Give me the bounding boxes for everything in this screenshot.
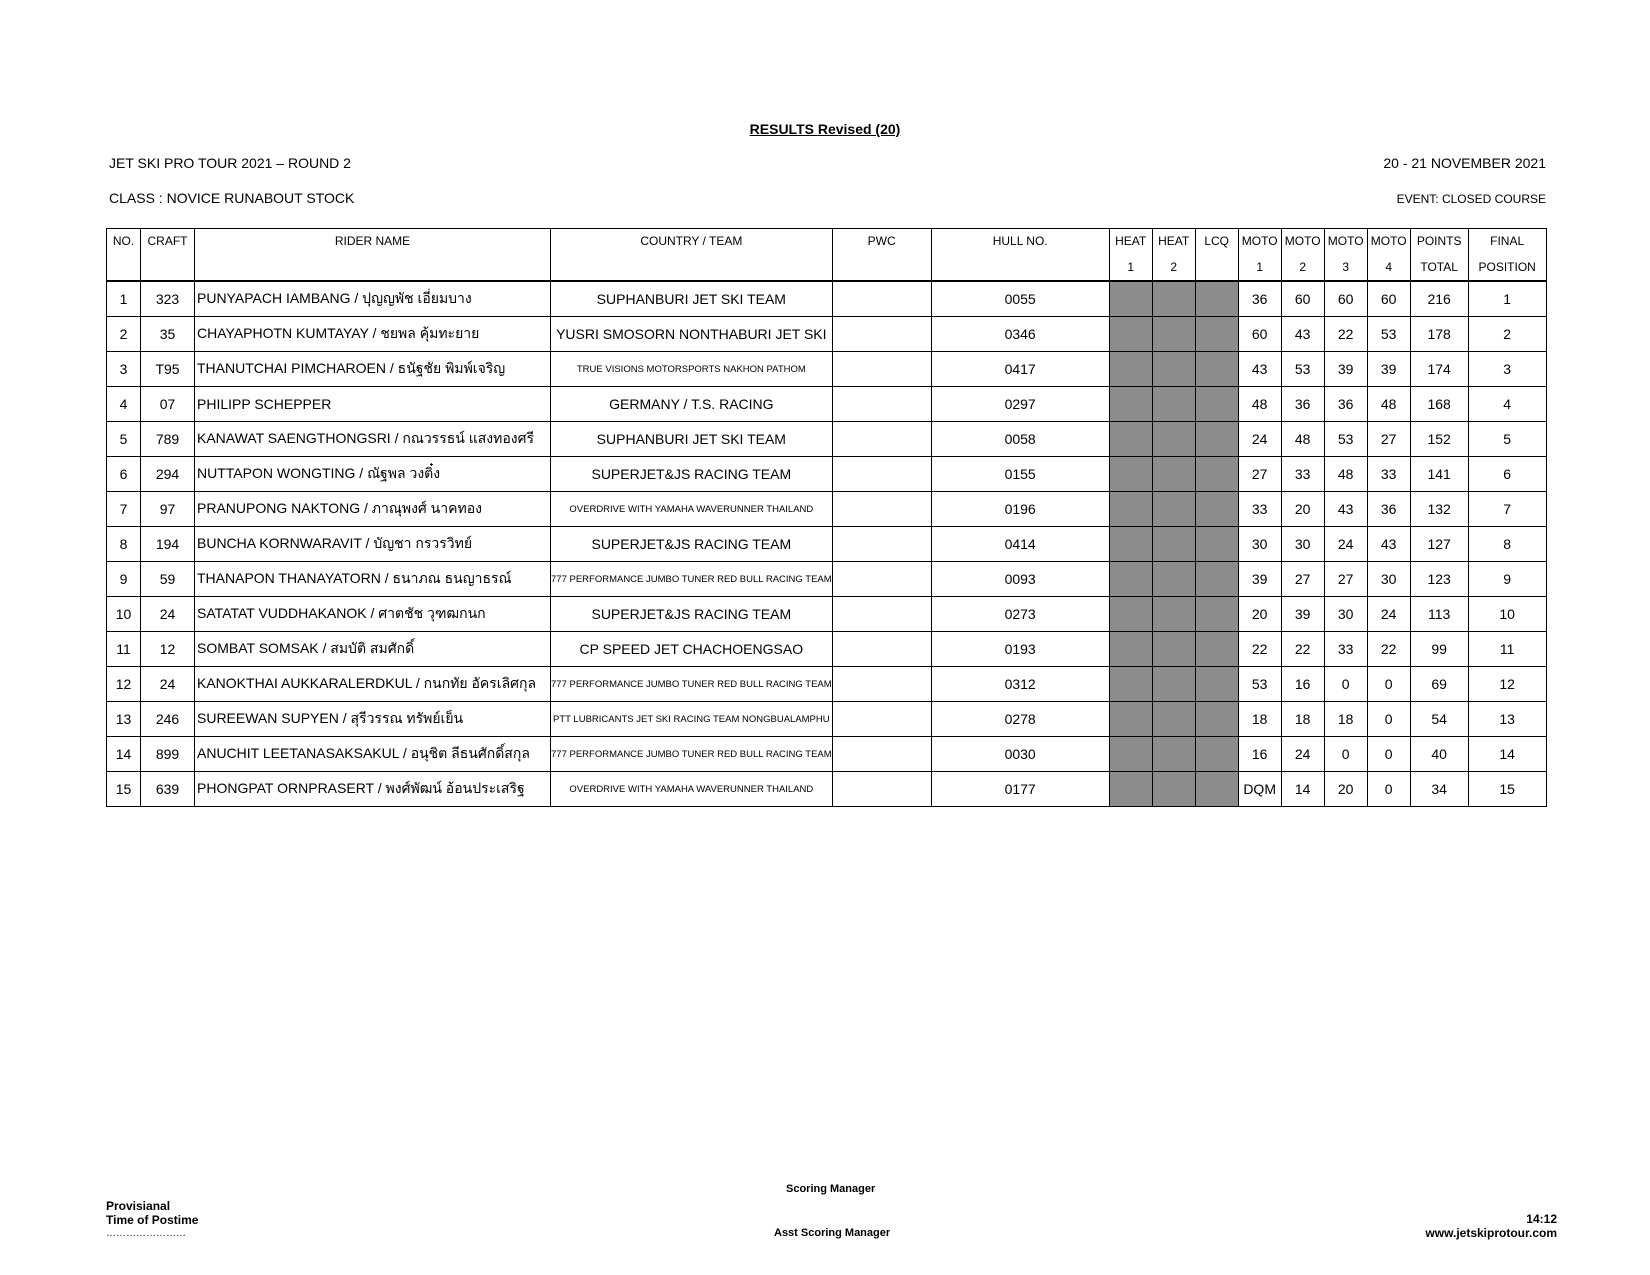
cell-final-position: 7 (1468, 492, 1546, 527)
cell-rider: KANAWAT SAENGTHONGSRI / กณวรรธน์ แสงทองศรี (195, 422, 551, 457)
cell-team: OVERDRIVE WITH YAMAHA WAVERUNNER THAILAND (551, 772, 833, 807)
website-link: www.jetskiprotour.com (1425, 1226, 1557, 1240)
cell-moto1: 20 (1238, 597, 1281, 632)
cell-heat2 (1152, 492, 1195, 527)
cell-moto1: 30 (1238, 527, 1281, 562)
cell-moto1: 39 (1238, 562, 1281, 597)
scoring-manager-label: Scoring Manager (786, 1183, 876, 1195)
cell-hull: 0414 (931, 527, 1109, 562)
cell-heat1 (1109, 597, 1152, 632)
cell-heat1 (1109, 492, 1152, 527)
cell-no: 7 (107, 492, 141, 527)
cell-points-total: 132 (1410, 492, 1468, 527)
table-row (107, 772, 1547, 807)
cell-rider: KANOKTHAI AUKKARALERDKUL / กนกทัย อัครเลิศกุล (195, 667, 551, 702)
cell-heat1 (1109, 422, 1152, 457)
cell-craft: 97 (141, 492, 195, 527)
cell-heat1 (1109, 632, 1152, 667)
cell-moto2: 27 (1281, 562, 1324, 597)
cell-moto3: 36 (1324, 387, 1367, 422)
cell-moto2: 20 (1281, 492, 1324, 527)
cell-final-position: 5 (1468, 422, 1546, 457)
cell-moto4: 48 (1367, 387, 1410, 422)
col-lcq: LCQ (1195, 229, 1238, 282)
page-title: RESULTS Revised (20) (749, 121, 901, 137)
cell-heat2 (1152, 317, 1195, 352)
cell-heat2 (1152, 352, 1195, 387)
cell-pwc (832, 772, 931, 807)
cell-pwc (832, 702, 931, 737)
cell-craft: 323 (141, 281, 195, 317)
cell-moto2: 43 (1281, 317, 1324, 352)
cell-moto4: 30 (1367, 562, 1410, 597)
cell-moto3: 60 (1324, 281, 1367, 317)
cell-lcq (1195, 387, 1238, 422)
cell-final-position: 6 (1468, 457, 1546, 492)
cell-no: 15 (107, 772, 141, 807)
cell-team: SUPERJET&JS RACING TEAM (551, 527, 833, 562)
cell-rider: ANUCHIT LEETANASAKSAKUL / อนุชิต ลีธนศักดิ์สกุล (195, 737, 551, 772)
col-final: FINAL (1468, 229, 1546, 255)
col-craft: CRAFT (141, 229, 195, 282)
cell-pwc (832, 667, 931, 702)
cell-heat2 (1152, 527, 1195, 562)
cell-team: OVERDRIVE WITH YAMAHA WAVERUNNER THAILAND (551, 492, 833, 527)
table-row (107, 317, 1547, 352)
cell-hull: 0155 (931, 457, 1109, 492)
cell-no: 6 (107, 457, 141, 492)
cell-heat2 (1152, 632, 1195, 667)
cell-rider: CHAYAPHOTN KUMTAYAY / ชยพล คุ้มทะยาย (195, 317, 551, 352)
cell-lcq (1195, 527, 1238, 562)
col-moto3: MOTO (1324, 229, 1367, 255)
cell-rider: SUREEWAN SUPYEN / สุรีวรรณ ทรัพย์เย็น (195, 702, 551, 737)
cell-craft: 24 (141, 667, 195, 702)
cell-points-total: 34 (1410, 772, 1468, 807)
cell-no: 5 (107, 422, 141, 457)
cell-rider: PHILIPP SCHEPPER (195, 387, 551, 422)
cell-rider: SATATAT VUDDHAKANOK / ศาตชัช วุฑฒกนก (195, 597, 551, 632)
cell-hull: 0273 (931, 597, 1109, 632)
cell-moto4: 22 (1367, 632, 1410, 667)
col-hull: HULL NO. (931, 229, 1109, 282)
cell-team: CP SPEED JET CHACHOENGSAO (551, 632, 833, 667)
cell-moto3: 27 (1324, 562, 1367, 597)
cell-lcq (1195, 667, 1238, 702)
col-moto3-num: 3 (1324, 254, 1367, 281)
cell-heat1 (1109, 457, 1152, 492)
results-body (107, 281, 1547, 807)
cell-moto4: 39 (1367, 352, 1410, 387)
cell-pwc (832, 317, 931, 352)
cell-moto2: 33 (1281, 457, 1324, 492)
col-no: NO. (107, 229, 141, 282)
cell-hull: 0297 (931, 387, 1109, 422)
cell-craft: T95 (141, 352, 195, 387)
cell-pwc (832, 492, 931, 527)
cell-lcq (1195, 562, 1238, 597)
cell-heat2 (1152, 562, 1195, 597)
cell-pwc (832, 597, 931, 632)
cell-no: 4 (107, 387, 141, 422)
cell-moto4: 53 (1367, 317, 1410, 352)
col-pwc: PWC (832, 229, 931, 282)
cell-craft: 789 (141, 422, 195, 457)
cell-moto4: 24 (1367, 597, 1410, 632)
footer-left (106, 1199, 198, 1241)
table-row (107, 667, 1547, 702)
cell-final-position: 10 (1468, 597, 1546, 632)
cell-points-total: 152 (1410, 422, 1468, 457)
cell-hull: 0177 (931, 772, 1109, 807)
cell-moto3: 39 (1324, 352, 1367, 387)
cell-heat2 (1152, 737, 1195, 772)
cell-moto4: 27 (1367, 422, 1410, 457)
cell-points-total: 174 (1410, 352, 1468, 387)
table-row (107, 597, 1547, 632)
cell-no: 2 (107, 317, 141, 352)
cell-rider: PRANUPONG NAKTONG / ภาณุพงศ์ นาคทอง (195, 492, 551, 527)
cell-craft: 07 (141, 387, 195, 422)
cell-moto4: 0 (1367, 737, 1410, 772)
cell-heat2 (1152, 702, 1195, 737)
footer-right (1425, 1212, 1557, 1240)
time-of-postime-label: Time of Postime (106, 1213, 199, 1227)
cell-final-position: 13 (1468, 702, 1546, 737)
cell-points-total: 168 (1410, 387, 1468, 422)
cell-heat1 (1109, 772, 1152, 807)
cell-hull: 0193 (931, 632, 1109, 667)
cell-lcq (1195, 772, 1238, 807)
cell-moto1: 16 (1238, 737, 1281, 772)
cell-heat2 (1152, 387, 1195, 422)
cell-moto4: 43 (1367, 527, 1410, 562)
cell-team: SUPHANBURI JET SKI TEAM (551, 281, 833, 317)
cell-heat2 (1152, 772, 1195, 807)
cell-lcq (1195, 492, 1238, 527)
cell-points-total: 127 (1410, 527, 1468, 562)
cell-moto3: 30 (1324, 597, 1367, 632)
cell-no: 13 (107, 702, 141, 737)
col-moto1-num: 1 (1238, 254, 1281, 281)
cell-final-position: 8 (1468, 527, 1546, 562)
cell-craft: 899 (141, 737, 195, 772)
cell-points-total: 69 (1410, 667, 1468, 702)
cell-rider: THANAPON THANAYATORN / ธนาภณ ธนญาธรณ์ (195, 562, 551, 597)
cell-heat1 (1109, 702, 1152, 737)
cell-heat2 (1152, 281, 1195, 317)
cell-hull: 0312 (931, 667, 1109, 702)
cell-moto1: 24 (1238, 422, 1281, 457)
cell-team: PTT LUBRICANTS JET SKI RACING TEAM NONGBUALAMPHU (551, 702, 833, 737)
cell-moto3: 0 (1324, 667, 1367, 702)
cell-moto4: 0 (1367, 702, 1410, 737)
cell-points-total: 141 (1410, 457, 1468, 492)
cell-heat1 (1109, 667, 1152, 702)
cell-hull: 0055 (931, 281, 1109, 317)
cell-rider: NUTTAPON WONGTING / ณัฐพล วงติ๋ง (195, 457, 551, 492)
cell-craft: 59 (141, 562, 195, 597)
cell-rider: THANUTCHAI PIMCHAROEN / ธนัฐชัย พิมพ์เจริญ (195, 352, 551, 387)
cell-heat1 (1109, 387, 1152, 422)
cell-craft: 12 (141, 632, 195, 667)
cell-lcq (1195, 352, 1238, 387)
cell-moto3: 22 (1324, 317, 1367, 352)
table-row (107, 562, 1547, 597)
cell-points-total: 99 (1410, 632, 1468, 667)
table-row (107, 632, 1547, 667)
cell-moto4: 0 (1367, 667, 1410, 702)
cell-lcq (1195, 737, 1238, 772)
cell-points-total: 54 (1410, 702, 1468, 737)
table-row (107, 457, 1547, 492)
cell-team: SUPHANBURI JET SKI TEAM (551, 422, 833, 457)
event-dates: 20 - 21 NOVEMBER 2021 (1383, 155, 1546, 171)
cell-moto1: 33 (1238, 492, 1281, 527)
cell-moto2: 53 (1281, 352, 1324, 387)
col-moto4: MOTO (1367, 229, 1410, 255)
cell-moto1: DQM (1238, 772, 1281, 807)
cell-moto1: 18 (1238, 702, 1281, 737)
cell-hull: 0093 (931, 562, 1109, 597)
cell-lcq (1195, 457, 1238, 492)
cell-moto4: 33 (1367, 457, 1410, 492)
cell-moto2: 22 (1281, 632, 1324, 667)
cell-no: 8 (107, 527, 141, 562)
cell-moto1: 53 (1238, 667, 1281, 702)
cell-moto1: 22 (1238, 632, 1281, 667)
cell-craft: 246 (141, 702, 195, 737)
asst-scoring-manager-label: Asst Scoring Manager (774, 1227, 891, 1239)
cell-no: 14 (107, 737, 141, 772)
cell-pwc (832, 352, 931, 387)
cell-moto4: 60 (1367, 281, 1410, 317)
col-final-position: POSITION (1468, 254, 1546, 281)
cell-team: SUPERJET&JS RACING TEAM (551, 457, 833, 492)
table-row (107, 422, 1547, 457)
cell-no: 11 (107, 632, 141, 667)
results-table (106, 228, 1547, 807)
col-points: POINTS (1410, 229, 1468, 255)
cell-craft: 35 (141, 317, 195, 352)
cell-lcq (1195, 632, 1238, 667)
cell-team: GERMANY / T.S. RACING (551, 387, 833, 422)
cell-hull: 0196 (931, 492, 1109, 527)
event-name: JET SKI PRO TOUR 2021 – ROUND 2 (109, 155, 351, 171)
cell-heat1 (1109, 527, 1152, 562)
event-course: EVENT: CLOSED COURSE (1396, 192, 1546, 206)
cell-heat1 (1109, 562, 1152, 597)
cell-team: TRUE VISIONS MOTORSPORTS NAKHON PATHOM (551, 352, 833, 387)
col-team: COUNTRY / TEAM (551, 229, 833, 282)
cell-heat2 (1152, 457, 1195, 492)
cell-pwc (832, 387, 931, 422)
cell-lcq (1195, 597, 1238, 632)
cell-moto2: 60 (1281, 281, 1324, 317)
cell-no: 10 (107, 597, 141, 632)
cell-team: SUPERJET&JS RACING TEAM (551, 597, 833, 632)
cell-lcq (1195, 317, 1238, 352)
cell-hull: 0417 (931, 352, 1109, 387)
cell-rider: BUNCHA KORNWARAVIT / บัญชา กรวรวิทย์ (195, 527, 551, 562)
cell-moto2: 18 (1281, 702, 1324, 737)
cell-moto2: 39 (1281, 597, 1324, 632)
cell-pwc (832, 562, 931, 597)
cell-craft: 294 (141, 457, 195, 492)
cell-hull: 0030 (931, 737, 1109, 772)
cell-pwc (832, 632, 931, 667)
cell-pwc (832, 737, 931, 772)
cell-moto3: 18 (1324, 702, 1367, 737)
cell-moto3: 24 (1324, 527, 1367, 562)
race-class: CLASS : NOVICE RUNABOUT STOCK (109, 190, 355, 206)
cell-moto1: 27 (1238, 457, 1281, 492)
cell-hull: 0278 (931, 702, 1109, 737)
cell-rider: SOMBAT SOMSAK / สมบัติ สมศักดิ์ (195, 632, 551, 667)
cell-no: 1 (107, 281, 141, 317)
table-row (107, 352, 1547, 387)
col-heat1: HEAT (1109, 229, 1152, 255)
cell-rider: PHONGPAT ORNPRASERT / พงศ์พัฒน์ อ้อนประเสริฐ (195, 772, 551, 807)
cell-final-position: 2 (1468, 317, 1546, 352)
cell-moto2: 48 (1281, 422, 1324, 457)
cell-moto2: 14 (1281, 772, 1324, 807)
cell-lcq (1195, 422, 1238, 457)
cell-moto1: 60 (1238, 317, 1281, 352)
cell-no: 12 (107, 667, 141, 702)
cell-points-total: 40 (1410, 737, 1468, 772)
cell-team: YUSRI SMOSORN NONTHABURI JET SKI (551, 317, 833, 352)
cell-final-position: 1 (1468, 281, 1546, 317)
cell-craft: 639 (141, 772, 195, 807)
cell-final-position: 3 (1468, 352, 1546, 387)
cell-heat1 (1109, 737, 1152, 772)
cell-pwc (832, 422, 931, 457)
cell-moto1: 48 (1238, 387, 1281, 422)
cell-moto3: 48 (1324, 457, 1367, 492)
col-heat2: HEAT (1152, 229, 1195, 255)
cell-rider: PUNYAPACH IAMBANG / ปุญญพัช เอี่ยมบาง (195, 281, 551, 317)
cell-points-total: 216 (1410, 281, 1468, 317)
table-row (107, 492, 1547, 527)
cell-moto2: 16 (1281, 667, 1324, 702)
cell-moto4: 0 (1367, 772, 1410, 807)
cell-lcq (1195, 702, 1238, 737)
table-row (107, 737, 1547, 772)
cell-heat1 (1109, 352, 1152, 387)
cell-no: 3 (107, 352, 141, 387)
cell-moto3: 20 (1324, 772, 1367, 807)
cell-final-position: 9 (1468, 562, 1546, 597)
cell-team: 777 PERFORMANCE JUMBO TUNER RED BULL RACING TEAM (551, 667, 833, 702)
col-rider: RIDER NAME (195, 229, 551, 282)
posting-time: 14:12 (1526, 1212, 1557, 1226)
cell-final-position: 15 (1468, 772, 1546, 807)
cell-team: 777 PERFORMANCE JUMBO TUNER RED BULL RACING TEAM (551, 737, 833, 772)
cell-points-total: 178 (1410, 317, 1468, 352)
cell-final-position: 12 (1468, 667, 1546, 702)
cell-points-total: 113 (1410, 597, 1468, 632)
cell-moto2: 36 (1281, 387, 1324, 422)
cell-craft: 24 (141, 597, 195, 632)
table-row (107, 527, 1547, 562)
col-heat2-num: 2 (1152, 254, 1195, 281)
col-moto2-num: 2 (1281, 254, 1324, 281)
cell-no: 9 (107, 562, 141, 597)
cell-moto2: 30 (1281, 527, 1324, 562)
cell-moto3: 53 (1324, 422, 1367, 457)
cell-heat2 (1152, 422, 1195, 457)
cell-heat1 (1109, 317, 1152, 352)
table-row (107, 281, 1547, 317)
table-row (107, 702, 1547, 737)
col-heat1-num: 1 (1109, 254, 1152, 281)
table-row (107, 387, 1547, 422)
cell-craft: 194 (141, 527, 195, 562)
cell-hull: 0058 (931, 422, 1109, 457)
cell-team: 777 PERFORMANCE JUMBO TUNER RED BULL RACING TEAM (551, 562, 833, 597)
col-moto4-num: 4 (1367, 254, 1410, 281)
cell-heat1 (1109, 281, 1152, 317)
cell-final-position: 11 (1468, 632, 1546, 667)
cell-heat2 (1152, 597, 1195, 632)
cell-moto2: 24 (1281, 737, 1324, 772)
cell-moto3: 33 (1324, 632, 1367, 667)
cell-pwc (832, 457, 931, 492)
col-moto1: MOTO (1238, 229, 1281, 255)
cell-moto4: 36 (1367, 492, 1410, 527)
cell-moto1: 36 (1238, 281, 1281, 317)
cell-points-total: 123 (1410, 562, 1468, 597)
cell-hull: 0346 (931, 317, 1109, 352)
cell-final-position: 14 (1468, 737, 1546, 772)
col-moto2: MOTO (1281, 229, 1324, 255)
cell-lcq (1195, 281, 1238, 317)
cell-moto3: 43 (1324, 492, 1367, 527)
signature-dots: …………………… (106, 1228, 186, 1239)
cell-moto1: 43 (1238, 352, 1281, 387)
cell-pwc (832, 281, 931, 317)
cell-moto3: 0 (1324, 737, 1367, 772)
cell-heat2 (1152, 667, 1195, 702)
col-points-total: TOTAL (1410, 254, 1468, 281)
cell-pwc (832, 527, 931, 562)
cell-final-position: 4 (1468, 387, 1546, 422)
provisional-label: Provisianal (106, 1199, 171, 1213)
